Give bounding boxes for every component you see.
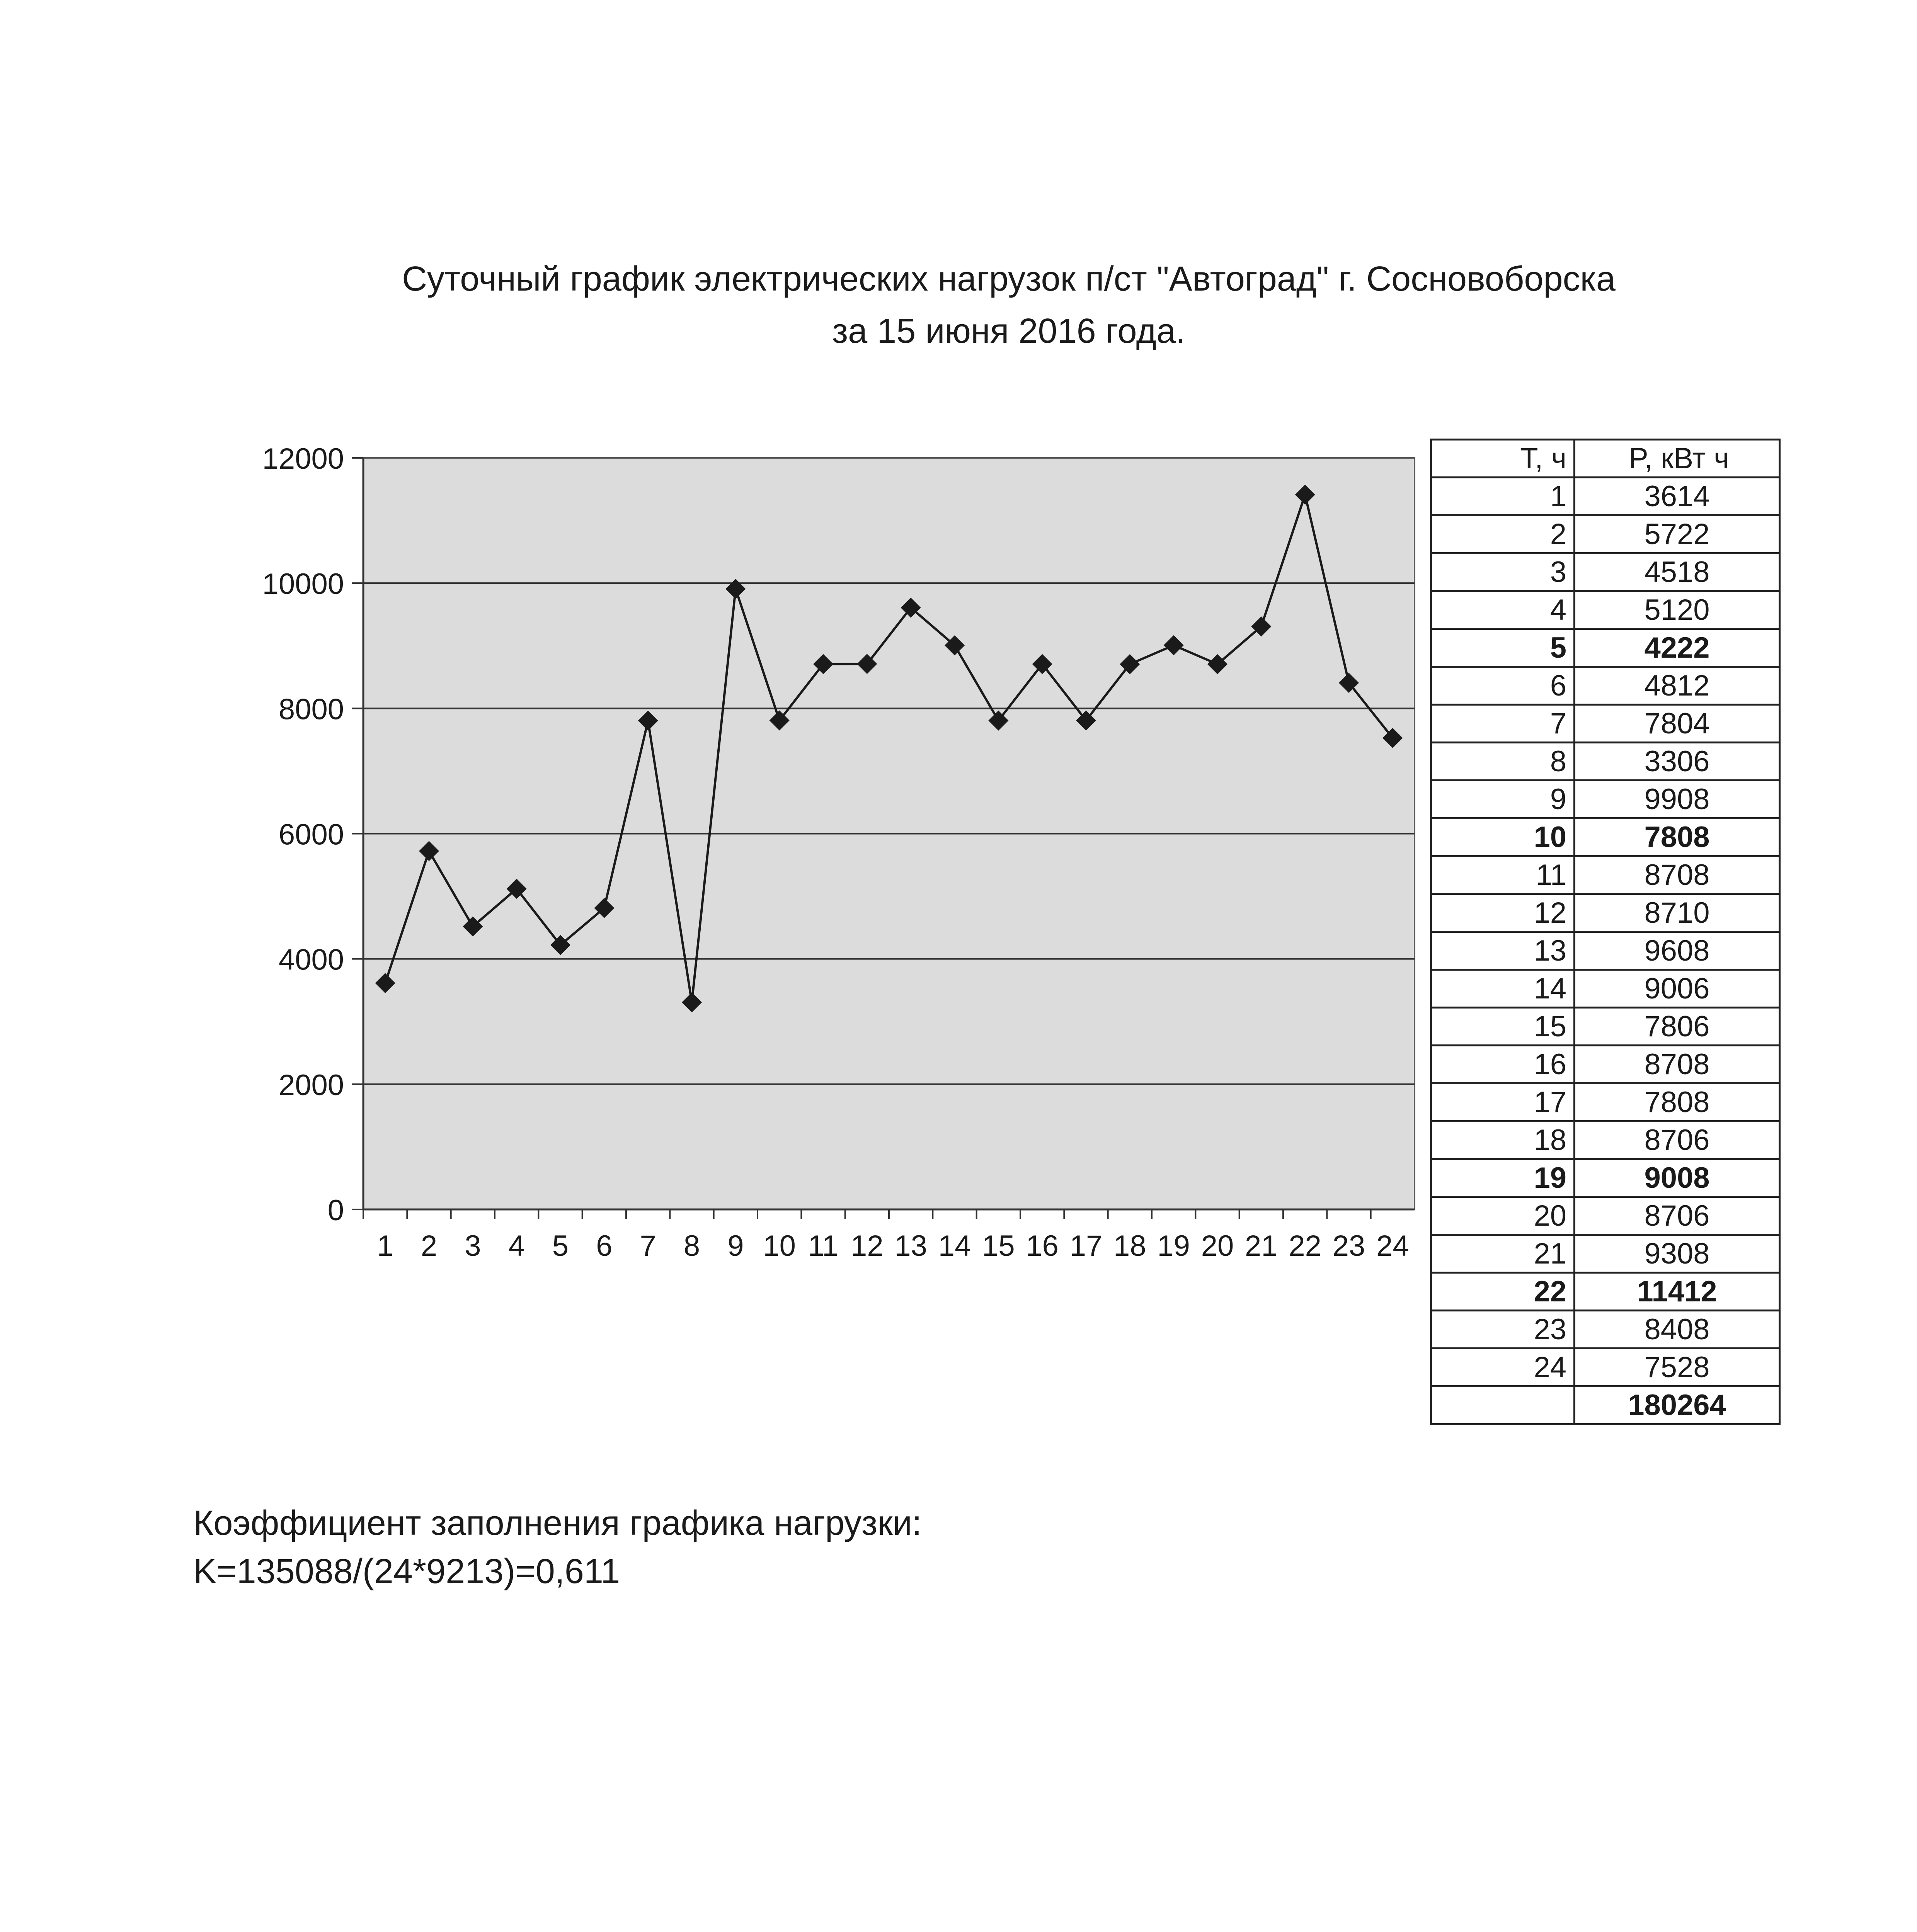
table-row: [1431, 553, 1780, 591]
cell-hour: 21: [1431, 1235, 1575, 1273]
y-tick-label: 4000: [278, 943, 344, 976]
cell-hour: 10: [1431, 818, 1575, 856]
cell-power: 8708: [1575, 856, 1780, 894]
cell-power: 7808: [1575, 818, 1780, 856]
cell-hour: 14: [1431, 970, 1575, 1008]
cell-hour: 19: [1431, 1159, 1575, 1197]
cell-hour: 23: [1431, 1311, 1575, 1349]
table-row: [1431, 970, 1780, 1008]
cell-power: 4222: [1575, 629, 1780, 667]
table-row: [1431, 1046, 1780, 1083]
cell-power: 7804: [1575, 705, 1780, 743]
cell-power: 3306: [1575, 743, 1780, 781]
x-tick-label: 16: [1026, 1230, 1059, 1262]
y-tick-label: 10000: [262, 568, 344, 601]
coefficient-formula: K=135088/(24*9213)=0,611: [193, 1552, 620, 1591]
cell-hour: 8: [1431, 743, 1575, 781]
x-tick-label: 9: [727, 1230, 744, 1262]
table-total-row: [1431, 1386, 1780, 1424]
title-line-2: за 15 июня 2016 года.: [832, 312, 1186, 350]
x-tick-label: 24: [1376, 1230, 1409, 1262]
cell-hour: 12: [1431, 894, 1575, 932]
y-tick-label: 6000: [278, 818, 344, 851]
x-tick-label: 8: [683, 1230, 700, 1262]
cell-hour: 17: [1431, 1083, 1575, 1121]
cell-hour: 2: [1431, 515, 1575, 553]
y-tick-label: 2000: [278, 1068, 344, 1102]
cell-power: 3614: [1575, 478, 1780, 515]
x-tick-label: 5: [552, 1230, 569, 1262]
cell-hour: 13: [1431, 932, 1575, 970]
cell-power: 4812: [1575, 667, 1780, 705]
cell-power: 5722: [1575, 515, 1780, 553]
cell-hour: 6: [1431, 667, 1575, 705]
x-tick-label: 1: [377, 1230, 393, 1262]
load-line-chart: [0, 0, 1430, 1275]
y-tick-label: 0: [327, 1194, 344, 1227]
cell-power: 4518: [1575, 553, 1780, 591]
cell-power: 7806: [1575, 1008, 1780, 1046]
header-power: P, кВт ч: [1575, 440, 1780, 478]
cell-power: 7528: [1575, 1349, 1780, 1386]
cell-hour: 18: [1431, 1121, 1575, 1159]
table-row: [1431, 591, 1780, 629]
x-tick-label: 4: [508, 1230, 525, 1262]
cell-hour: 16: [1431, 1046, 1575, 1083]
table-header-row: [1431, 440, 1780, 478]
fill-coefficient: [193, 1499, 922, 1596]
y-tick-label: 12000: [262, 442, 344, 475]
cell-total: 180264: [1575, 1386, 1780, 1424]
cell-power: 9308: [1575, 1235, 1780, 1273]
cell-power: 9608: [1575, 932, 1780, 970]
x-tick-label: 15: [982, 1230, 1015, 1262]
y-tick-label: 8000: [278, 693, 344, 726]
x-tick-label: 20: [1201, 1230, 1234, 1262]
header-time: T, ч: [1431, 440, 1575, 478]
x-tick-label: 22: [1289, 1230, 1321, 1262]
x-tick-label: 21: [1245, 1230, 1278, 1262]
x-tick-label: 12: [851, 1230, 884, 1262]
title-line-1: Суточный график электрических нагрузок п/ст "Автоград" г. Сосновоборска: [402, 260, 1616, 298]
cell-hour: 9: [1431, 781, 1575, 818]
cell-power: 5120: [1575, 591, 1780, 629]
cell-hour: 15: [1431, 1008, 1575, 1046]
x-tick-label: 6: [596, 1230, 613, 1262]
table-row: [1431, 1235, 1780, 1273]
table-row: [1431, 1083, 1780, 1121]
cell-power: 8706: [1575, 1197, 1780, 1235]
x-tick-label: 17: [1069, 1230, 1103, 1262]
coefficient-label: Коэффициент заполнения графика нагрузки:: [193, 1504, 922, 1543]
x-tick-labels: [377, 1230, 1409, 1262]
cell-power: 8408: [1575, 1311, 1780, 1349]
table-row: [1431, 932, 1780, 970]
table-row: [1431, 1159, 1780, 1197]
cell-power: 9008: [1575, 1159, 1780, 1197]
x-tick-label: 7: [640, 1230, 656, 1262]
table-row: [1431, 1349, 1780, 1386]
cell-hour: 24: [1431, 1349, 1575, 1386]
load-table: [1430, 439, 1781, 1425]
cell-power: 8708: [1575, 1046, 1780, 1083]
x-tick-label: 3: [465, 1230, 481, 1262]
table-row: [1431, 1273, 1780, 1311]
cell-hour: 1: [1431, 478, 1575, 515]
table-row: [1431, 1311, 1780, 1349]
x-tick-label: 2: [421, 1230, 438, 1262]
cell-hour: 4: [1431, 591, 1575, 629]
cell-hour: 5: [1431, 629, 1575, 667]
x-tick-label: 23: [1332, 1230, 1365, 1262]
table-row: [1431, 629, 1780, 667]
x-tick-label: 11: [808, 1230, 839, 1262]
table-row: [1431, 1121, 1780, 1159]
table-row: [1431, 1197, 1780, 1235]
cell-total-empty: [1431, 1386, 1575, 1424]
table-row: [1431, 705, 1780, 743]
cell-hour: 20: [1431, 1197, 1575, 1235]
cell-power: 9908: [1575, 781, 1780, 818]
x-tick-label: 14: [938, 1230, 971, 1262]
table-row: [1431, 515, 1780, 553]
cell-hour: 22: [1431, 1273, 1575, 1311]
x-tick-label: 19: [1157, 1230, 1190, 1262]
x-tick-label: 10: [763, 1230, 796, 1262]
table-row: [1431, 894, 1780, 932]
cell-power: 7808: [1575, 1083, 1780, 1121]
table-row: [1431, 478, 1780, 515]
cell-power: 11412: [1575, 1273, 1780, 1311]
y-tick-labels: [262, 442, 344, 1227]
table-row: [1431, 818, 1780, 856]
table-row: [1431, 781, 1780, 818]
table-row: [1431, 743, 1780, 781]
cell-power: 8706: [1575, 1121, 1780, 1159]
table-row: [1431, 1008, 1780, 1046]
cell-hour: 11: [1431, 856, 1575, 894]
cell-power: 9006: [1575, 970, 1780, 1008]
table-body: [1431, 478, 1780, 1424]
x-tick-label: 13: [894, 1230, 927, 1262]
table-row: [1431, 856, 1780, 894]
cell-power: 8710: [1575, 894, 1780, 932]
cell-hour: 7: [1431, 705, 1575, 743]
cell-hour: 3: [1431, 553, 1575, 591]
x-tick-label: 18: [1113, 1230, 1146, 1262]
table-row: [1431, 667, 1780, 705]
